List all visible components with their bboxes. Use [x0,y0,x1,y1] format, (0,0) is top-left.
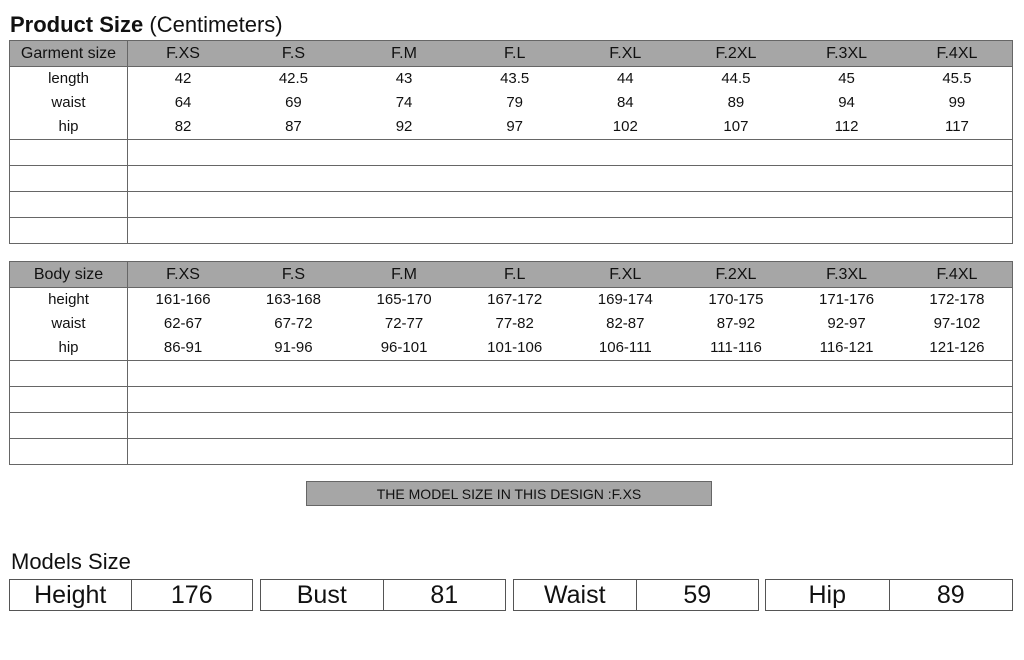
size-header: F.XL [570,262,681,288]
size-header: F.3XL [791,41,902,67]
table-cell: 44 [616,70,634,87]
table-cell: 111-116 [681,336,792,361]
empty-cell [10,192,128,218]
table-cell: 69 [285,94,302,111]
empty-cell [10,413,128,439]
model-label: Hip [766,580,890,610]
empty-cell [10,140,128,166]
table-cell: 42 [174,70,192,87]
empty-row [10,140,1013,166]
empty-row [10,387,1013,413]
size-header: F.3XL [791,262,902,288]
model-label: Bust [261,580,384,610]
size-header: F.L [459,41,570,67]
table-cell: 67-72 [274,315,313,332]
empty-cell [128,166,1013,192]
size-header: F.M [349,262,460,288]
size-header: F.XL [570,41,681,67]
size-header: F.XS [128,41,239,67]
table-row [10,115,1013,140]
empty-cell [128,140,1013,166]
model-label: Waist [514,580,637,610]
page-title [10,12,283,38]
table-cell: 170-175 [708,291,764,308]
empty-cell [128,387,1013,413]
table-cell: 42.5 [278,70,309,87]
empty-row [10,218,1013,244]
table-cell: 121-126 [902,336,1013,361]
row-label: length [10,67,128,92]
title-unit: (Centimeters) [149,12,283,37]
table-cell: 84 [616,94,634,111]
model-bust-box [260,579,506,611]
row-label: hip [10,336,128,361]
table-cell: 165-170 [376,291,432,308]
size-header: F.M [349,41,460,67]
table-cell: 92-97 [827,315,866,332]
table-cell: 87-92 [716,315,756,332]
table-cell: 172-178 [902,288,1013,313]
table-cell: 86-91 [128,336,239,361]
size-header: F.XS [128,262,239,288]
table-cell: 117 [902,115,1013,140]
table-cell: 116-121 [791,336,902,361]
row-label: hip [10,115,128,140]
model-label: Height [10,580,132,610]
table-row [10,91,1013,115]
body-size-table [9,261,1013,465]
table-row [10,67,1013,92]
table-cell: 94 [838,94,855,111]
table-cell: 45 [838,70,855,87]
size-header: F.S [238,41,349,67]
table-cell: 43.5 [500,70,530,87]
empty-row [10,361,1013,387]
empty-row [10,413,1013,439]
model-hip-box [765,579,1013,611]
table-cell: 163-168 [265,291,321,308]
garment-size-table [9,40,1013,244]
table-row [10,288,1013,313]
table-cell: 62-67 [163,315,203,332]
empty-cell [10,166,128,192]
garment-header-label: Garment size [10,41,128,67]
size-header: F.2XL [681,41,792,67]
empty-cell [128,192,1013,218]
model-value: 176 [170,581,213,609]
table-cell: 87 [238,115,349,140]
empty-row [10,192,1013,218]
size-header: F.4XL [902,262,1013,288]
table-cell: 92 [349,115,460,140]
empty-cell [128,361,1013,387]
model-waist-box [513,579,759,611]
row-label: height [10,288,128,313]
table-cell: 44.5 [721,70,751,87]
empty-cell [10,439,128,465]
model-value: 89 [936,581,965,609]
size-header: F.L [459,262,570,288]
empty-cell [128,439,1013,465]
row-label: waist [10,312,128,336]
model-size-note: THE MODEL SIZE IN THIS DESIGN :F.XS [306,481,712,506]
table-cell: 97 [459,115,570,140]
table-cell: 112 [791,115,902,140]
model-value: 81 [430,581,459,609]
table-cell: 74 [395,94,413,111]
size-header: F.4XL [902,41,1013,67]
empty-row [10,166,1013,192]
garment-header-row [10,41,1013,67]
table-cell: 161-166 [155,291,211,308]
table-cell: 102 [570,115,681,140]
body-header-label: Body size [10,262,128,288]
empty-cell [10,218,128,244]
table-cell: 169-174 [597,291,653,308]
model-value: 59 [683,581,712,609]
empty-cell [128,413,1013,439]
empty-cell [10,387,128,413]
row-label: waist [10,91,128,115]
table-cell: 167-172 [487,291,543,308]
table-cell: 97-102 [902,312,1013,336]
table-cell: 96-101 [349,336,460,361]
table-cell: 72-77 [384,315,424,332]
empty-cell [128,218,1013,244]
empty-row [10,439,1013,465]
table-cell: 91-96 [238,336,349,361]
empty-cell [10,361,128,387]
table-cell: 82-87 [606,315,645,332]
body-header-row [10,262,1013,288]
table-cell: 79 [506,94,524,111]
table-cell: 171-176 [819,291,875,308]
table-cell: 45.5 [902,67,1013,92]
table-cell: 99 [902,91,1013,115]
size-header: F.S [238,262,349,288]
table-cell: 77-82 [495,315,534,332]
table-cell: 101-106 [459,336,570,361]
table-row [10,336,1013,361]
table-cell: 107 [681,115,792,140]
model-height-box [9,579,253,611]
table-cell: 64 [174,94,192,111]
table-row [10,312,1013,336]
table-cell: 89 [727,94,745,111]
table-cell: 82 [128,115,239,140]
size-header: F.2XL [681,262,792,288]
table-cell: 43 [395,70,413,87]
models-size-title: Models Size [11,549,131,574]
table-cell: 106-111 [570,336,681,361]
title-main: Product Size [10,12,144,37]
